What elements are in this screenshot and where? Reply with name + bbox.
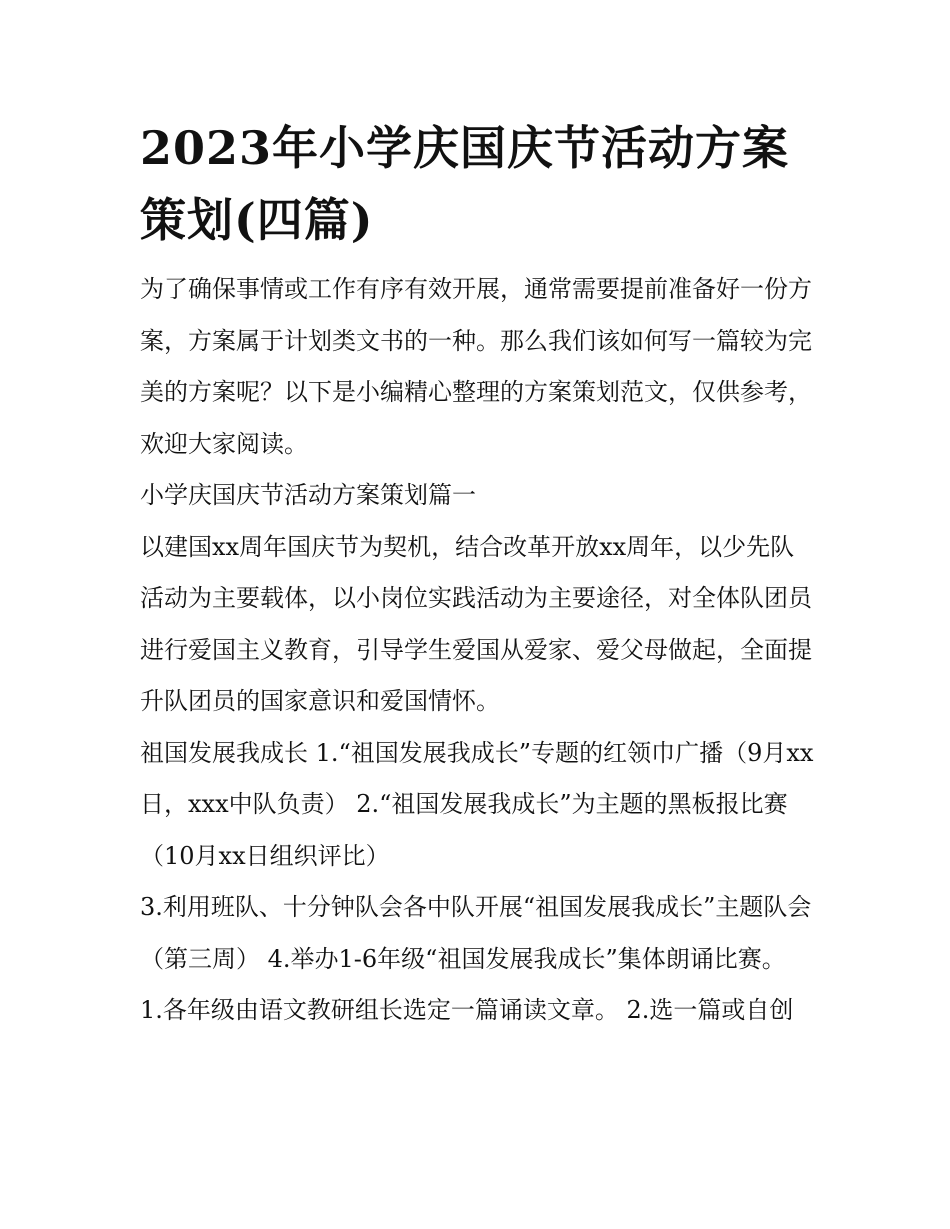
intro-paragraph: 为了确保事情或工作有序有效开展，通常需要提前准备好一份方案，方案属于计划类文书的一种。那么我们该如何写一篇较为完美的方案呢？以下是小编精心整理的方案策划范文，仅供参考，欢迎大家阅读。	[140, 275, 812, 458]
document-page	[140, 112, 815, 1037]
document-title: 2023年小学庆国庆节活动方案策划(四篇)	[140, 121, 790, 247]
section-heading: 小学庆国庆节活动方案策划篇一	[140, 481, 476, 509]
body-paragraph: 3.利用班队、十分钟队会各中队开展“祖国发展我成长”主题队会（第三周） 4.举办1-6年级“祖国发展我成长”集体朗诵比赛。	[140, 893, 812, 973]
body-paragraph: 1.各年级由语文教研组长选定一篇诵读文章。 2.选一篇或自创	[140, 996, 794, 1024]
body-paragraph: 以建国xx周年国庆节为契机，结合改革开放xx周年，以少先队活动为主要载体，以小岗位实践活动为主要途径，对全体队团员进行爱国主义教育，引导学生爱国从爱家、爱父母做起，全面提升队团员的国家意识和爱国情怀。	[140, 532, 812, 715]
body-paragraph: 祖国发展我成长 1.“祖国发展我成长”专题的红领巾广播（9月xx日，xxx中队负责） 2.“祖国发展我成长”为主题的黑板报比赛（10月xx日组织评比）	[140, 738, 814, 870]
